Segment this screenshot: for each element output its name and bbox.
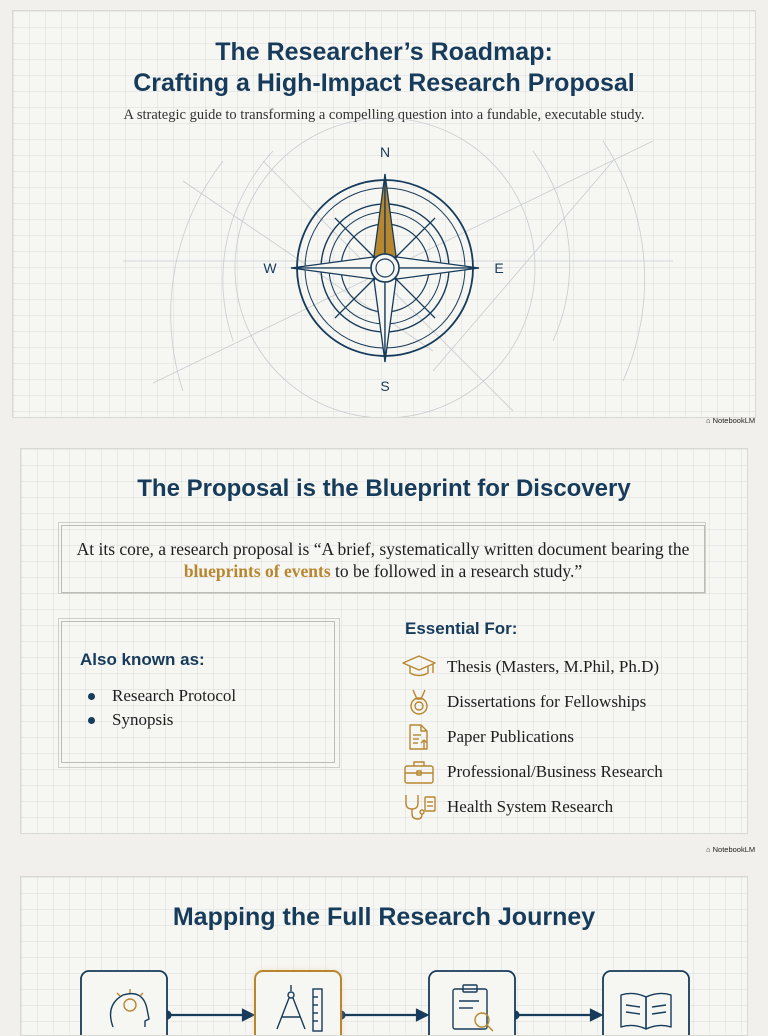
notebooklm-brand: ⌂ NotebookLM [706,845,756,854]
highlight-text: blueprints of events [183,561,331,581]
document-upload-icon [401,723,437,751]
slide-title: The Proposal is the Blueprint for Discovery [137,475,631,502]
compass-rose-icon [13,11,756,418]
list-item: Paper Publications [401,719,663,754]
definition-quote: At its core, a research proposal is “A brief, systematically written document bearing the blueprints of events to be followed in a research study.” [76,539,690,581]
blueprint-slide [20,448,748,834]
graduation-cap-icon [401,653,437,681]
step-3-clipboard-search-icon [429,971,515,1036]
journey-flow [21,877,748,1036]
list-item: Dissertations for Fellowships [401,684,663,719]
title-slide [12,10,756,418]
essential-for-list [401,649,663,824]
also-known-as-heading: Also known as: [80,650,205,669]
journey-slide [20,876,748,1036]
medal-icon [401,688,437,716]
list-item: Health System Research [401,789,663,824]
notebooklm-logo-icon: ⌂ [706,845,711,854]
slide-subtitle: A strategic guide to transforming a compelling question into a fundable, executable study. [123,107,645,123]
step-2-compass-ruler-icon [255,971,341,1036]
compass-south-label: S [380,378,390,394]
also-known-as-box [61,621,335,763]
list-item: Synopsis [80,708,236,732]
list-item: Research Protocol [80,684,236,708]
title-line-1: The Researcher’s Roadmap: [215,38,553,66]
compass-north-label: N [379,144,391,160]
essential-for-heading: Essential For: [405,619,518,638]
title-line-2: Crafting a High-Impact Research Proposal [133,69,635,97]
compass-west-label: W [263,260,277,276]
list-item: Professional/Business Research [401,754,663,789]
slide-title: Mapping the Full Research Journey [172,903,596,931]
compass-east-label: E [494,260,504,276]
definition-box [61,525,705,593]
stethoscope-icon [401,793,437,821]
list-item: Thesis (Masters, M.Phil, Ph.D) [401,649,663,684]
step-4-open-book-icon [603,971,689,1036]
also-known-as-list [80,684,236,732]
notebooklm-logo-icon: ⌂ [706,416,711,425]
briefcase-icon [401,758,437,786]
notebooklm-brand: ⌂ NotebookLM [706,416,756,425]
step-1-lightbulb-head-icon [81,971,167,1036]
